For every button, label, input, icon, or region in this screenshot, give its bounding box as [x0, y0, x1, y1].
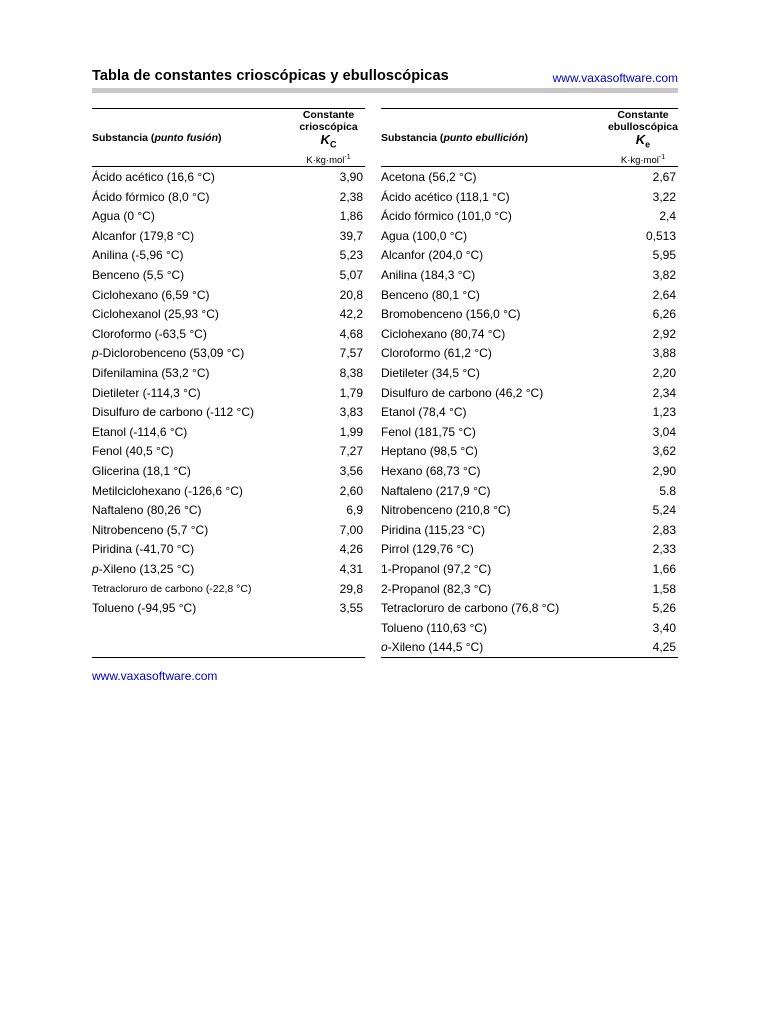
constant-value: 4,25: [608, 638, 678, 658]
constant-value: 6,9: [346, 503, 363, 518]
substance-name: [92, 461, 292, 481]
substance-name: [92, 226, 292, 246]
constant-value: 1,66: [652, 561, 676, 576]
substance-label: -Diclorobenceno (53,09 °C): [98, 346, 245, 361]
substance-name: [381, 422, 608, 442]
substance-name: [92, 167, 292, 187]
substance-label: Tetracloruro de carbono (-22,8 °C): [92, 582, 252, 595]
substance-header: [92, 109, 292, 167]
substance-label: Agua (0 °C): [92, 209, 155, 224]
constant-value: 4,68: [339, 326, 363, 341]
table-row: [92, 598, 365, 618]
substance-label: Benceno (80,1 °C): [381, 287, 480, 302]
table-row: [381, 422, 678, 442]
table-row: [92, 442, 365, 462]
substance-name: [381, 559, 608, 579]
substance-header-italic: punto ebullición: [443, 131, 525, 144]
constant-value: 42,2: [339, 307, 363, 322]
substance-label: Piridina (115,23 °C): [381, 522, 485, 537]
table-row: [92, 187, 365, 207]
substance-header-end: ): [218, 131, 222, 144]
substance-label: Naftaleno (217,9 °C): [381, 483, 491, 498]
substance-label: Anilina (184,3 °C): [381, 268, 476, 283]
table-row: [381, 481, 678, 501]
constant-value: 2,33: [652, 542, 676, 557]
substance-label: Ácido fórmico (8,0 °C): [92, 189, 210, 204]
table-row: [92, 265, 365, 285]
substance-name: [381, 285, 608, 305]
substance-name: [92, 246, 292, 266]
substance-label: Benceno (5,5 °C): [92, 268, 185, 283]
table-row: [381, 226, 678, 246]
constant-value: 5,26: [652, 601, 676, 616]
substance-header-label: Substancia (: [381, 131, 444, 144]
table-row: [381, 324, 678, 344]
substance-label: Tolueno (-94,95 °C): [92, 601, 197, 616]
constant-value: 2,38: [339, 189, 363, 204]
substance-label: Fenol (40,5 °C): [92, 444, 174, 459]
table-row: [92, 540, 365, 560]
constant-value: 2,60: [339, 483, 363, 498]
table-row: [381, 442, 678, 462]
table-row: [92, 461, 365, 481]
substance-name: [381, 598, 608, 618]
substance-label: Cloroformo (-63,5 °C): [92, 326, 207, 341]
substance-label: Alcanfor (179,8 °C): [92, 228, 195, 243]
table-row: [92, 520, 365, 540]
substance-label: 2-Propanol (82,3 °C): [381, 581, 492, 596]
substance-name: [92, 500, 292, 520]
site-link-bottom[interactable]: www.vaxasoftware.com: [92, 669, 218, 683]
constant-value: 3,04: [652, 424, 676, 439]
substance-name: [381, 187, 608, 207]
substance-name: [92, 187, 292, 207]
substance-label: Nitrobenceno (210,8 °C): [381, 503, 511, 518]
substance-header-italic: punto fusión: [154, 131, 219, 144]
blank-row: [92, 618, 365, 638]
constant-value: 2,67: [652, 170, 676, 185]
substance-name: [92, 265, 292, 285]
constant-symbol: $K_C$: [320, 132, 337, 150]
substance-name: [92, 579, 292, 599]
page-title: Tabla de constantes crioscópicas y ebulloscópicas: [92, 68, 449, 84]
substance-label: Difenilamina (53,2 °C): [92, 365, 210, 380]
table-row: [92, 481, 365, 501]
substance-name: [381, 402, 608, 422]
substance-label: Nitrobenceno (5,7 °C): [92, 522, 209, 537]
substance-name: [92, 559, 292, 579]
blank-row: [92, 638, 365, 658]
constant-value: 2,4: [659, 209, 676, 224]
constant-value: 1,23: [652, 405, 676, 420]
substance-name: [381, 344, 608, 364]
constant-header-line1: Constante: [302, 109, 355, 121]
substance-name: [381, 246, 608, 266]
substance-name: [381, 638, 608, 658]
substance-name: [381, 363, 608, 383]
constant-value: 5.8: [659, 483, 676, 498]
substance-label: Alcanfor (204,0 °C): [381, 248, 484, 263]
table-row: [381, 540, 678, 560]
substance-name: [381, 226, 608, 246]
constant-value: 7,00: [339, 522, 363, 537]
substance-name: [92, 481, 292, 501]
substance-label: Heptano (98,5 °C): [381, 444, 478, 459]
constant-value: 3,22: [652, 189, 676, 204]
table-row: [381, 363, 678, 383]
substance-name: [381, 618, 608, 638]
substance-prefix: o: [381, 640, 388, 655]
substance-name: [92, 285, 292, 305]
substance-label: Cloroformo (61,2 °C): [381, 346, 492, 361]
constant-value: 3,83: [339, 405, 363, 420]
constant-header-line2: crioscópica: [299, 120, 358, 133]
substance-label: Metilciclohexano (-126,6 °C): [92, 483, 243, 498]
substance-label: Piridina (-41,70 °C): [92, 542, 195, 557]
constant-value: 2,20: [652, 365, 676, 380]
table-row: [381, 304, 678, 324]
substance-label: 1-Propanol (97,2 °C): [381, 561, 492, 576]
substance-label: Etanol (78,4 °C): [381, 405, 467, 420]
substance-name: [92, 206, 292, 226]
constant-value: 3,90: [339, 170, 363, 185]
constant-value: 2,83: [652, 522, 676, 537]
constant-value: 3,88: [652, 346, 676, 361]
substance-label: Ácido fórmico (101,0 °C): [381, 209, 512, 224]
constant-header: [292, 109, 365, 167]
table-row: [381, 402, 678, 422]
constant-value: 5,07: [339, 268, 363, 283]
substance-label: Tetracloruro de carbono (76,8 °C): [381, 601, 560, 616]
substance-label: Pirrol (129,76 °C): [381, 542, 474, 557]
substance-label: Ciclohexano (80,74 °C): [381, 326, 506, 341]
substance-label: Bromobenceno (156,0 °C): [381, 307, 521, 322]
table-row: [92, 402, 365, 422]
substance-label: Naftaleno (80,26 °C): [92, 503, 202, 518]
substance-label: Disulfuro de carbono (46,2 °C): [381, 385, 544, 400]
page-header: [92, 68, 678, 90]
constant-value: 2,90: [652, 463, 676, 478]
substance-label: Agua (100,0 °C): [381, 228, 468, 243]
substance-label: Etanol (-114,6 °C): [92, 424, 188, 439]
table-row: [381, 187, 678, 207]
constant-value: 20,8: [339, 287, 363, 302]
substance-name: [92, 540, 292, 560]
table-row: [92, 324, 365, 344]
constant-value: 1,79: [339, 385, 363, 400]
constant-value: 3,55: [339, 601, 363, 616]
constant-value: 4,26: [339, 542, 363, 557]
table-row: [381, 344, 678, 364]
substance-label: Hexano (68,73 °C): [381, 463, 481, 478]
table-row: [92, 422, 365, 442]
table-row: [92, 383, 365, 403]
substance-name: [381, 265, 608, 285]
substance-name: [381, 540, 608, 560]
substance-label: Ácido acético (118,1 °C): [381, 189, 510, 204]
table-row: [92, 285, 365, 305]
substance-header-label: Substancia (: [92, 131, 155, 144]
table-row: [92, 206, 365, 226]
constant-value: 3,40: [652, 620, 676, 635]
table-row: [381, 598, 678, 618]
header-rule: [92, 88, 678, 93]
substance-label: Anilina (-5,96 °C): [92, 248, 184, 263]
substance-label: Glicerina (18,1 °C): [92, 463, 191, 478]
substance-name: [92, 422, 292, 442]
constant-value: 1,99: [339, 424, 363, 439]
ebullioscopic-table: [381, 108, 678, 658]
constant-value: 7,27: [339, 444, 363, 459]
table-row: [92, 226, 365, 246]
substance-name: [92, 520, 292, 540]
substance-label: Acetona (56,2 °C): [381, 170, 477, 185]
substance-name: [381, 167, 608, 187]
constant-value: 1,86: [339, 209, 363, 224]
table-row: [92, 344, 365, 364]
table-row: [92, 500, 365, 520]
table-row: [381, 383, 678, 403]
constant-value: 3,56: [339, 463, 363, 478]
substance-name: [92, 598, 292, 618]
substance-header: [381, 109, 608, 167]
table-row: [381, 520, 678, 540]
table-row: [92, 246, 365, 266]
substance-name: [381, 461, 608, 481]
substance-header-end: ): [524, 131, 529, 144]
substance-label: Tolueno (110,63 °C): [381, 620, 487, 635]
constant-unit: K·kg·mol$^{-1}$: [620, 153, 666, 166]
substance-name: [381, 500, 608, 520]
cryoscopic-table: [92, 108, 365, 658]
site-link-top[interactable]: www.vaxasoftware.com: [552, 71, 678, 85]
table-row: [381, 246, 678, 266]
substance-name: [92, 383, 292, 403]
constant-value: 8,38: [339, 365, 363, 380]
constant-value: 1,58: [652, 581, 676, 596]
substance-label: Fenol (181,75 °C): [381, 424, 476, 439]
substance-label: Disulfuro de carbono (-112 °C): [92, 405, 254, 420]
substance-label: Dietileter (-114,3 °C): [92, 385, 201, 400]
constant-value: 0,513: [645, 228, 676, 243]
table-row: [92, 304, 365, 324]
constant-value: 4,31: [339, 561, 363, 576]
constant-symbol: $K_e$: [635, 132, 651, 150]
constant-value: 2,92: [652, 326, 676, 341]
table-row: [381, 618, 678, 638]
substance-name: [381, 383, 608, 403]
table-row: [381, 167, 678, 187]
constant-value: 39,7: [339, 228, 363, 243]
substance-name: [92, 442, 292, 462]
substance-label: Dietileter (34,5 °C): [381, 365, 480, 380]
constant-value: 7,57: [339, 346, 363, 361]
substance-label: -Xileno (144,5 °C): [387, 640, 484, 655]
table-row: [381, 285, 678, 305]
substance-name: [92, 363, 292, 383]
constant-value: 3,62: [652, 444, 676, 459]
substance-name: [381, 579, 608, 599]
table-row: [381, 500, 678, 520]
constant-value: 29,8: [339, 581, 363, 596]
substance-name: [381, 324, 608, 344]
substance-prefix: p: [92, 346, 99, 361]
table-row: [92, 559, 365, 579]
table-row: [381, 206, 678, 226]
substance-prefix: p: [92, 561, 99, 576]
substance-name: [92, 304, 292, 324]
constant-unit: K·kg·mol$^{-1}$: [306, 153, 351, 166]
constant-header-line1: Constante: [617, 109, 669, 121]
constant-value: 5,95: [652, 248, 676, 263]
table-row: [381, 559, 678, 579]
constant-value: 3,82: [652, 268, 676, 283]
substance-name: [92, 324, 292, 344]
substance-name: [92, 402, 292, 422]
constant-value: 2,64: [652, 287, 676, 302]
substance-name: [381, 520, 608, 540]
constant-value: 5,23: [339, 248, 363, 263]
substance-name: [381, 442, 608, 462]
constant-header-line2: ebulloscópica: [607, 120, 678, 133]
table-row: [381, 461, 678, 481]
substance-name: [381, 304, 608, 324]
substance-label: Ciclohexanol (25,93 °C): [92, 307, 219, 322]
substance-label: Ácido acético (16,6 °C): [92, 170, 215, 185]
table-row: [381, 265, 678, 285]
substance-label: Ciclohexano (6,59 °C): [92, 287, 210, 302]
constant-header: [608, 109, 678, 167]
substance-label: -Xileno (13,25 °C): [98, 561, 195, 576]
substance-name: [92, 344, 292, 364]
substance-name: [381, 206, 608, 226]
constant-value: 2,34: [652, 385, 676, 400]
constant-value: 5,24: [652, 503, 676, 518]
table-row: [92, 167, 365, 187]
constant-value: 6,26: [652, 307, 676, 322]
table-row: [381, 638, 678, 658]
substance-name: [381, 481, 608, 501]
table-row: [92, 579, 365, 599]
table-row: [381, 579, 678, 599]
table-row: [92, 363, 365, 383]
